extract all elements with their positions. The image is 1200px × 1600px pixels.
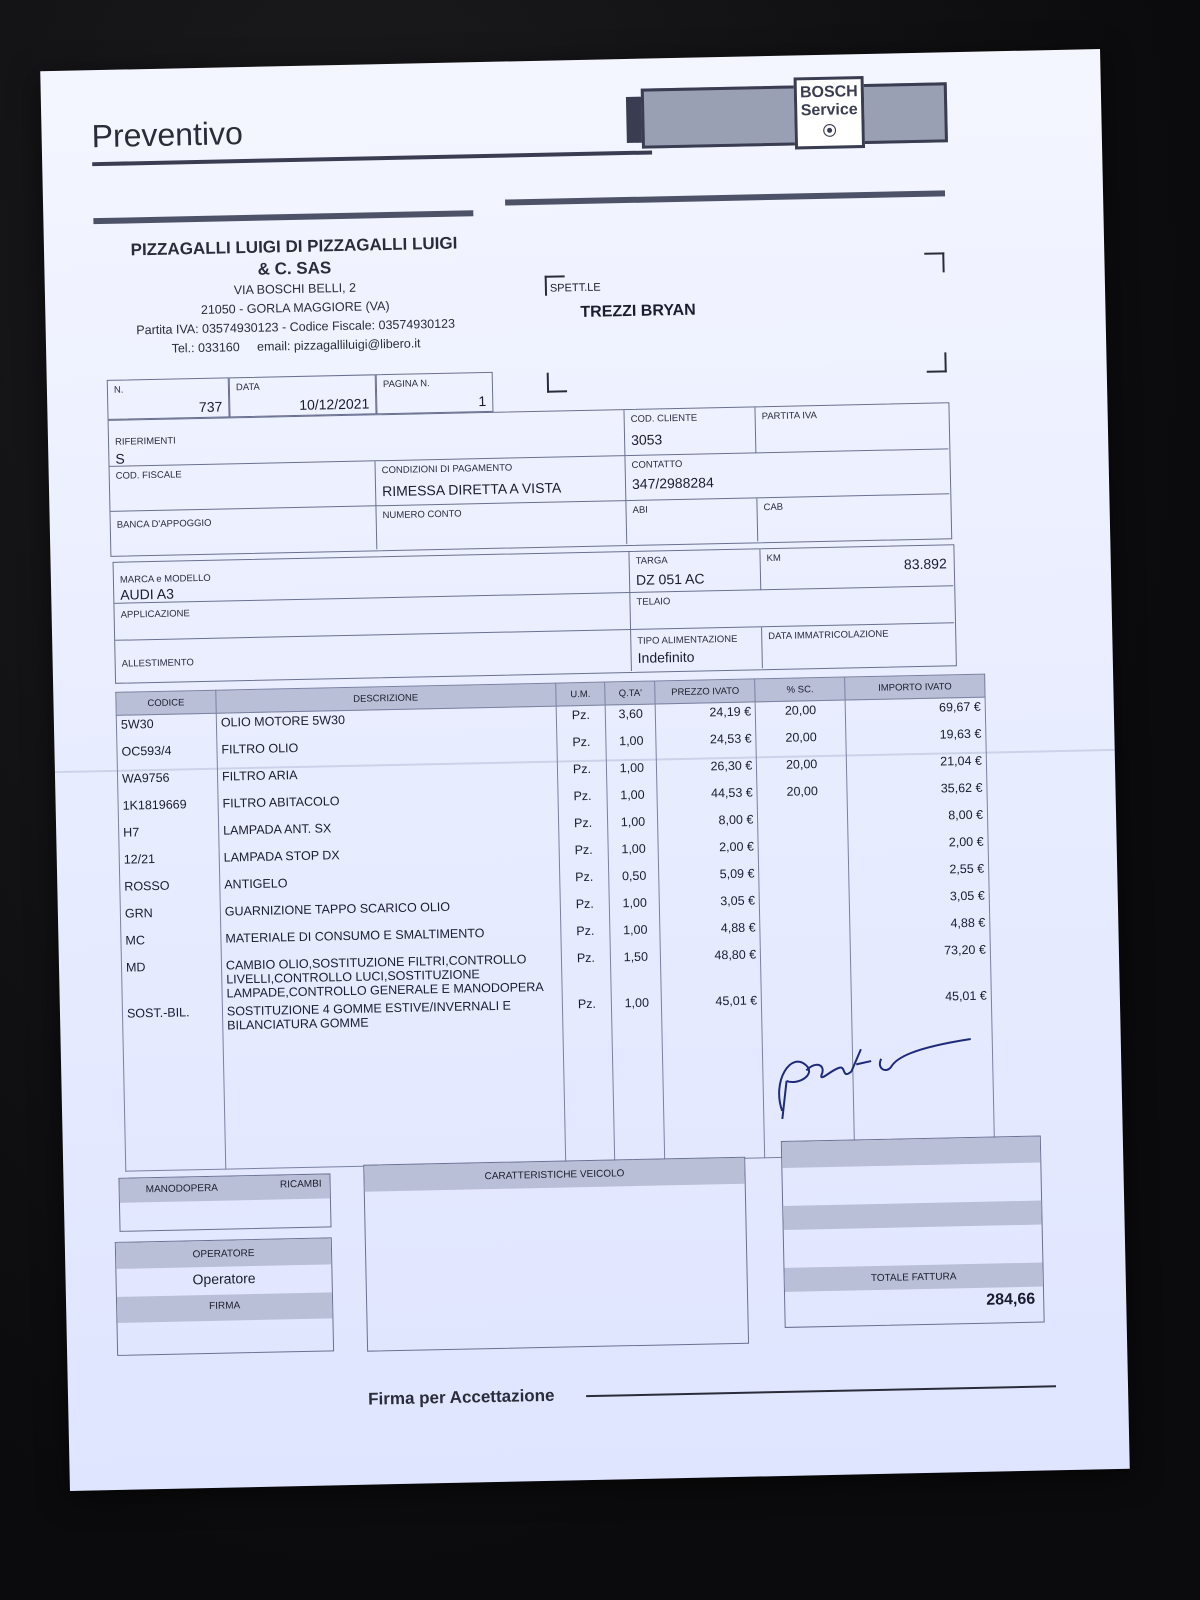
totals-header-bar: [782, 1137, 1040, 1168]
item-qta: 1,50: [611, 947, 662, 994]
item-importo: 45,01 €: [851, 987, 991, 1022]
alimentazione-label: TIPO ALIMENTAZIONE: [637, 633, 738, 647]
item-qta: 1,00: [608, 839, 659, 867]
company-info: [94, 232, 496, 360]
telaio-label: TELAIO: [636, 596, 671, 608]
number-label: N.: [113, 384, 124, 396]
divider-right: [505, 190, 945, 205]
totals-mid-bar: [783, 1201, 1041, 1230]
km-label: KM: [766, 552, 781, 565]
recipient-label: SPETT.LE: [549, 281, 601, 295]
alimentazione-cell: [631, 627, 763, 671]
firma-accettazione-line: [586, 1385, 1056, 1397]
client-info-grid: [108, 402, 953, 557]
item-qta: 1,00: [608, 812, 659, 840]
item-prezzo: 8,00 €: [658, 810, 758, 839]
item-qta: 1,00: [610, 920, 661, 948]
cod-cliente-cell: [624, 407, 756, 456]
item-descrizione: LAMPADA STOP DX: [219, 842, 559, 876]
partita-iva-cell: [755, 403, 948, 453]
item-descrizione: LAMPADA ANT. SX: [218, 815, 558, 849]
item-importo: 35,62 €: [847, 779, 987, 809]
item-descrizione: MATERIALE DI CONSUMO E SMALTIMENTO: [221, 923, 561, 957]
item-prezzo: 44,53 €: [657, 783, 757, 812]
address-corner: [926, 352, 946, 372]
logo-line2: Service: [800, 101, 858, 120]
item-um: Pz.: [556, 705, 607, 734]
item-importo: 3,05 €: [849, 887, 989, 917]
item-um: Pz.: [561, 949, 612, 996]
abi-cell: [626, 498, 758, 544]
item-codice: MD: [121, 957, 222, 1005]
company-city: 21050 - GORLA MAGGIORE (VA): [200, 298, 390, 317]
item-sc: [759, 889, 849, 918]
applicazione-label: APPLICAZIONE: [120, 608, 190, 621]
item-um: Pz.: [560, 922, 610, 950]
firma-header: FIRMA: [117, 1292, 332, 1322]
page-value: 1: [478, 392, 487, 410]
vehicle-info-grid: [113, 544, 957, 684]
riferimenti-label: RIFERIMENTI: [114, 435, 176, 448]
number-value: 737: [198, 398, 223, 416]
recipient-name: TREZZI BRYAN: [580, 301, 696, 321]
condizioni-cell: [375, 456, 626, 506]
divider-left: [93, 210, 473, 224]
empty-cell: [612, 1025, 665, 1161]
cod-fiscale-cell: [110, 461, 377, 512]
item-um: Pz.: [557, 760, 607, 788]
partita-iva-label: PARTITA IVA: [761, 410, 818, 423]
item-codice: H7: [119, 822, 219, 851]
column-header: Q.TA': [605, 681, 655, 705]
date-label: DATA: [235, 381, 260, 394]
document-title: Preventivo: [91, 115, 244, 155]
empty-cell: [223, 1028, 565, 1170]
targa-cell: [629, 549, 761, 593]
manodopera-ricambi-box: [118, 1173, 331, 1231]
item-um: Pz.: [560, 895, 610, 923]
item-descrizione: CAMBIO OLIO,SOSTITUZIONE FILTRI,CONTROLLO LIVELLI,CONTROLLO LUCI,SOSTITUZIONE LAMPADE,CONTROLLO GENERALE E MANODOPERA: [221, 950, 561, 1003]
item-descrizione: OLIO MOTORE 5W30: [216, 706, 556, 741]
item-um: Pz.: [562, 994, 613, 1027]
caratteristiche-box: [363, 1157, 749, 1352]
item-codice: OC593/4: [117, 741, 217, 770]
company-name-line2: & C. SAS: [257, 258, 332, 279]
item-prezzo: 24,53 €: [656, 729, 756, 758]
item-codice: 5W30: [116, 713, 216, 743]
allestimento-label: ALLESTIMENTO: [121, 657, 194, 670]
cab-cell: [757, 494, 950, 541]
page-box: [376, 372, 494, 414]
item-descrizione: FILTRO ARIA: [217, 761, 557, 795]
riferimenti-value: S: [115, 450, 125, 467]
numero-conto-label: NUMERO CONTO: [382, 508, 462, 522]
item-prezzo: 24,19 €: [656, 702, 756, 732]
ricambi-label: RICAMBI: [279, 1178, 322, 1191]
date-value: 10/12/2021: [299, 395, 370, 413]
item-sc: [759, 862, 849, 891]
quote-document: [40, 49, 1130, 1491]
empty-cell: [123, 1035, 226, 1172]
item-sc: 20,00: [756, 728, 846, 757]
item-importo: 69,67 €: [845, 697, 985, 727]
item-prezzo: 26,30 €: [657, 756, 757, 785]
item-descrizione: FILTRO ABITACOLO: [218, 788, 558, 822]
banca-cell: [110, 506, 377, 555]
totale-label: TOTALE FATTURA: [784, 1263, 1042, 1292]
bosch-service-logo: [794, 76, 865, 149]
item-prezzo: 5,09 €: [659, 864, 759, 893]
item-codice: 12/21: [119, 849, 219, 878]
item-qta: 1,00: [607, 758, 658, 786]
company-address: VIA BOSCHI BELLI, 2: [233, 280, 357, 298]
numero-conto-cell: [376, 501, 627, 549]
bosch-armature-icon: ⦿: [822, 122, 837, 139]
item-descrizione: FILTRO OLIO: [217, 734, 557, 768]
item-qta: 3,60: [606, 704, 657, 733]
logo-line1: BOSCH: [799, 83, 858, 102]
column-header: PREZZO IVATO: [655, 679, 755, 704]
item-qta: 1,00: [610, 893, 661, 921]
item-codice: 1K1819669: [118, 795, 218, 824]
item-prezzo: 2,00 €: [658, 837, 758, 866]
item-prezzo: 45,01 €: [662, 991, 763, 1025]
column-header: U.M.: [555, 682, 605, 706]
item-importo: 4,88 €: [850, 914, 990, 944]
item-codice: GRN: [120, 903, 220, 932]
item-prezzo: 3,05 €: [660, 891, 760, 920]
cod-fiscale-label: COD. FISCALE: [115, 469, 182, 482]
item-importo: 73,20 €: [850, 941, 991, 990]
item-sc: [760, 916, 850, 945]
item-importo: 2,55 €: [849, 860, 989, 890]
manodopera-ricambi-header: [119, 1174, 329, 1202]
alimentazione-value: Indefinito: [637, 648, 695, 666]
item-um: Pz.: [558, 814, 608, 842]
item-codice: WA9756: [117, 768, 217, 797]
condizioni-label: CONDIZIONI DI PAGAMENTO: [381, 462, 513, 477]
marca-label: MARCA e MODELLO: [119, 572, 211, 586]
item-qta: 1,00: [607, 785, 658, 813]
column-header: IMPORTO IVATO: [845, 674, 985, 700]
totale-value: 284,66: [986, 1290, 1036, 1309]
immatricolazione-label: DATA IMMATRICOLAZIONE: [768, 628, 889, 643]
item-codice: ROSSO: [120, 876, 220, 905]
column-header: % SC.: [755, 677, 845, 702]
item-descrizione: GUARNIZIONE TAPPO SCARICO OLIO: [220, 896, 560, 930]
abi-label: ABI: [632, 504, 648, 516]
targa-value: DZ 051 AC: [635, 570, 705, 588]
empty-cell: [662, 1023, 765, 1160]
page-label: PAGINA N.: [382, 378, 430, 391]
item-importo: 2,00 €: [848, 833, 988, 863]
km-value: 83.892: [903, 555, 947, 573]
item-qta: 0,50: [609, 866, 660, 894]
company-phone: Tel.: 033160: [171, 340, 240, 356]
marca-value: AUDI A3: [120, 585, 175, 603]
item-sc: 20,00: [755, 700, 845, 729]
item-codice: MC: [121, 930, 221, 959]
item-descrizione: SOSTITUZIONE 4 GOMME ESTIVE/INVERNALI E BILANCIATURA GOMME: [222, 996, 562, 1035]
item-um: Pz.: [557, 787, 607, 815]
item-descrizione: ANTIGELO: [220, 869, 560, 903]
operatore-header: OPERATORE: [116, 1238, 331, 1268]
item-um: Pz.: [556, 733, 606, 761]
column-header: DESCRIZIONE: [216, 683, 556, 713]
empty-cell: [562, 1026, 615, 1162]
address-corner: [547, 372, 567, 392]
item-qta: 1,00: [606, 732, 657, 760]
item-importo: 21,04 €: [846, 752, 986, 782]
item-prezzo: 48,80 €: [661, 945, 762, 993]
caratteristiche-header: CARATTERISTICHE VEICOLO: [364, 1158, 744, 1192]
item-prezzo: 4,88 €: [660, 918, 760, 947]
firma-accettazione-label: Firma per Accettazione: [367, 1385, 555, 1409]
company-tax: Partita IVA: 03574930123 - Codice Fiscale: 03574930123: [136, 316, 456, 338]
immatricolazione-cell: [762, 623, 955, 668]
targa-label: TARGA: [635, 555, 668, 567]
contatto-label: CONTATTO: [631, 458, 683, 471]
cod-cliente-label: COD. CLIENTE: [630, 412, 698, 425]
address-corner: [924, 252, 944, 272]
totals-box: [781, 1136, 1045, 1328]
manodopera-label: MANODOPERA: [145, 1182, 219, 1196]
item-qta: 1,00: [612, 993, 663, 1026]
contatto-cell: [625, 449, 949, 501]
item-um: Pz.: [559, 868, 609, 896]
contatto-value: 347/2988284: [631, 474, 714, 492]
km-cell: [760, 545, 953, 590]
item-importo: 8,00 €: [848, 806, 988, 836]
banca-label: BANCA D'APPOGGIO: [116, 517, 212, 531]
item-sc: [758, 809, 848, 838]
item-sc: [760, 943, 851, 991]
column-header: CODICE: [116, 690, 216, 715]
condizioni-value: RIMESSA DIRETTA A VISTA: [381, 479, 562, 500]
item-sc: 20,00: [757, 782, 847, 811]
item-sc: 20,00: [757, 755, 847, 784]
company-email: email: pizzagalliluigi@libero.it: [256, 336, 421, 354]
operatore-value: Operatore: [192, 1270, 256, 1288]
handwritten-signature: [761, 1027, 983, 1122]
company-name-line1: PIZZAGALLI LUIGI DI PIZZAGALLI LUIGI: [130, 233, 458, 260]
date-box: [229, 374, 377, 417]
number-box: [107, 377, 230, 420]
cod-cliente-value: 3053: [630, 431, 663, 448]
cab-label: CAB: [763, 501, 784, 514]
item-sc: [758, 836, 848, 865]
item-um: Pz.: [559, 841, 609, 869]
item-codice: SOST.-BIL.: [122, 1003, 223, 1037]
item-importo: 19,63 €: [846, 725, 986, 755]
item-sc: [761, 989, 852, 1023]
operatore-box: [115, 1237, 334, 1356]
